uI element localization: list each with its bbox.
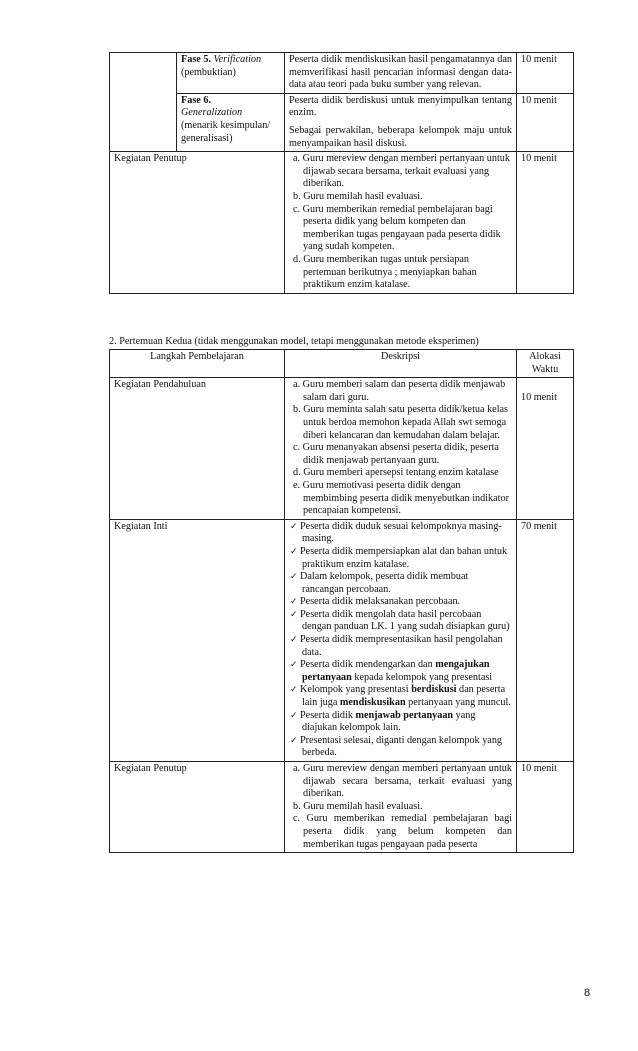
check-icon: ✓	[290, 597, 298, 608]
list-item: c. Guru menanyakan absensi peserta didik, peserta didik menjawab pertanyaan guru.	[293, 442, 499, 466]
table-header-row	[110, 350, 574, 378]
check-icon: ✓	[290, 521, 298, 532]
check-icon: ✓	[290, 685, 298, 696]
phase-cell: Fase 5. Verification (pembuktian)	[177, 53, 285, 94]
list-item: a. Guru mereview dengan memberi pertanyaan untuk dijawab secara bersama, terkait evaluasi yang diberikan.	[293, 153, 510, 190]
description-cell	[285, 152, 517, 294]
check-icon: ✓	[290, 635, 298, 646]
description-cell: Peserta didik mendiskusikan hasil pengamatannya dan memverifikasi hasil pencarian informasi dengan data-data atau teori pada buku sumber yang relevan.	[285, 53, 517, 94]
check-icon: ✓	[290, 546, 298, 557]
time-cell: 70 menit	[517, 519, 574, 761]
checklist-item: ✓ Peserta didik mempresentasikan hasil pengolahan data.	[290, 634, 503, 658]
list-item: a. Guru memberi salam dan peserta didik menjawab salam dari guru.	[293, 379, 506, 403]
list-item: d. Guru memberikan tugas untuk persiapan pertemuan berikutnya ; menyiapkan bahan praktikum enzim katalase.	[293, 253, 477, 291]
table-row	[110, 93, 574, 151]
check-icon: ✓	[290, 609, 298, 620]
check-icon: ✓	[290, 572, 298, 583]
list-item: b. Guru memilah hasil evaluasi.	[293, 190, 423, 202]
table-row	[110, 53, 574, 94]
checklist-item: ✓ Peserta didik mengolah data hasil percobaan dengan panduan LK. 1 yang sudah disiapkan guru)	[290, 608, 510, 633]
list-item: e. Guru memotivasi peserta didik dengan membimbing peserta didik menyebutkan indikator pencapaian kompetensi.	[293, 479, 509, 517]
activity-label: Kegiatan Penutup	[110, 152, 285, 294]
description-cell	[285, 519, 517, 761]
empty-cell	[110, 93, 177, 151]
activity-label: Kegiatan Penutup	[110, 762, 285, 853]
table-row	[110, 519, 574, 761]
check-icon: ✓	[290, 735, 298, 746]
list-item: b. Guru meminta salah satu peserta didik/ketua kelas untuk berdoa memohon kepada Allah swt semoga diberi kelancaran dan kemudahan dalam belajar.	[293, 404, 509, 441]
column-header: Langkah Pembelajaran	[110, 350, 285, 378]
table-row	[110, 378, 574, 520]
time-cell: 10 menit	[517, 378, 574, 520]
time-cell: 10 menit	[517, 93, 574, 151]
checklist-item: ✓ Peserta didik duduk sesuai kelompoknya masing-masing.	[290, 520, 502, 545]
column-header: Alokasi Waktu	[517, 350, 574, 378]
time-cell: 10 menit	[517, 152, 574, 294]
time-cell: 10 menit	[517, 53, 574, 94]
list-item: a. Guru mereview dengan memberi pertanyaan untuk dijawab secara bersama, terkait evaluasi yang diberikan.	[293, 763, 512, 800]
check-icon: ✓	[290, 710, 298, 721]
table-row	[110, 152, 574, 294]
empty-cell	[110, 53, 177, 94]
checklist-item: ✓ Kelompok yang presentasi berdiskusi dan peserta lain juga mendiskusikan pertanyaan yang muncul.	[290, 684, 511, 709]
time-cell: 10 menit	[517, 762, 574, 853]
section-caption: 2. Pertemuan Kedua (tidak menggunakan model, tetapi menggunakan metode eksperimen)	[109, 336, 479, 347]
list-item: b. Guru memilah hasil evaluasi.	[293, 800, 423, 812]
list-item: c. Guru memberikan remedial pembelajaran bagi peserta didik yang belum kompeten dan memberikan tugas pengayaan pada peserta didik yang sudah kompeten.	[293, 203, 501, 253]
description-cell: Peserta didik berdiskusi untuk menyimpulkan tentang enzim. Sebagai perwakilan, beberapa kelompok maju untuk menyampaikan hasil diskusi.	[285, 93, 517, 151]
lesson-table-meeting-1	[109, 52, 574, 294]
table-row	[110, 762, 574, 853]
list-item: c. Guru memberikan remedial pembelajaran bagi peserta didik yang belum kompeten dan memberikan tugas pengayaan pada peserta	[293, 813, 512, 850]
description-cell	[285, 378, 517, 520]
activity-label: Kegiatan Inti	[110, 519, 285, 761]
phase-cell: Fase 6. Generalization (menarik kesimpulan/ generalisasi)	[177, 93, 285, 151]
column-header: Deskripsi	[285, 350, 517, 378]
lesson-table-meeting-2	[109, 349, 574, 853]
checklist-item: ✓ Dalam kelompok, peserta didik membuat rancangan percobaan.	[290, 571, 469, 595]
list-item: d. Guru memberi apersepsi tentang enzim katalase	[293, 467, 499, 479]
checklist-item: ✓ Presentasi selesai, diganti dengan kelompok yang berbeda.	[290, 734, 503, 759]
checklist-item: ✓ Peserta didik mendengarkan dan mengajukan pertanyaan kepada kelompok yang presentasi	[290, 659, 493, 683]
activity-label: Kegiatan Pendahuluan	[110, 378, 285, 520]
page-number: 8	[584, 987, 591, 999]
checklist-item: ✓ Peserta didik mempersiapkan alat dan bahan untuk praktikum enzim katalase.	[290, 545, 508, 570]
description-cell	[285, 762, 517, 853]
checklist-item: ✓ Peserta didik melaksanakan percobaan.	[290, 596, 461, 608]
check-icon: ✓	[290, 660, 298, 671]
checklist-item: ✓ Peserta didik menjawab pertanyaan yang diajukan kelompok lain.	[290, 709, 476, 734]
